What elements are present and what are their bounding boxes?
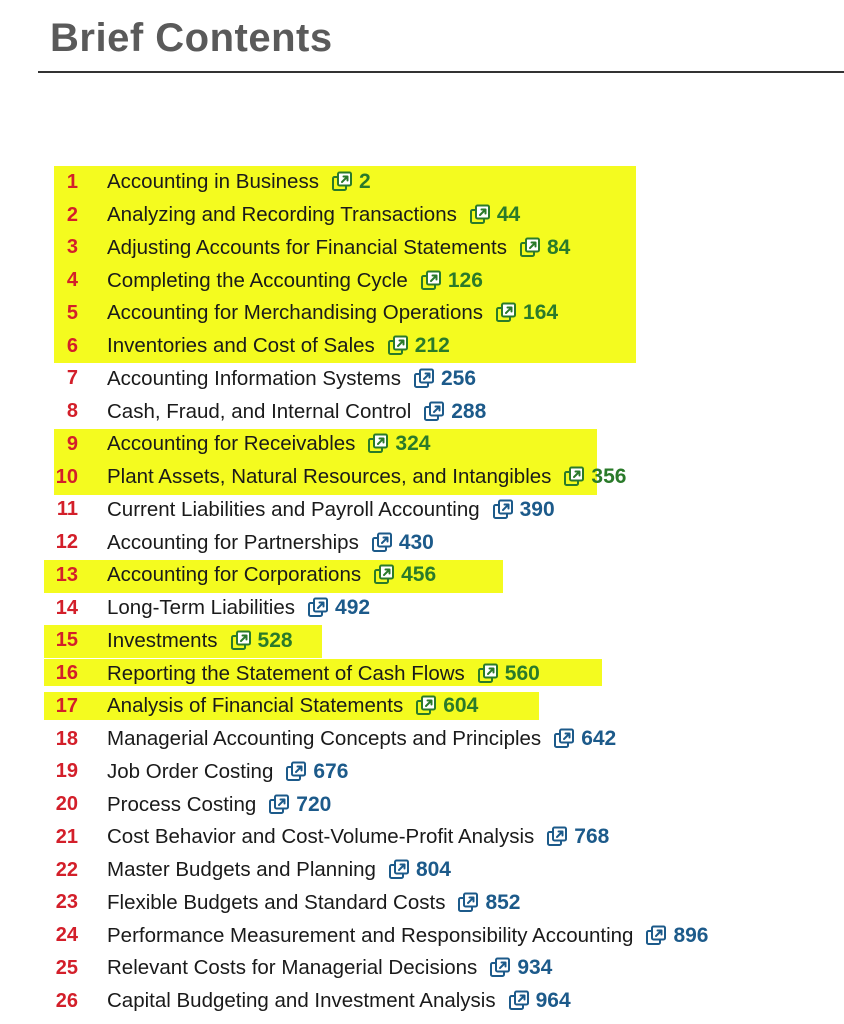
chapter-entry — [107, 985, 571, 1018]
toc-row — [0, 494, 844, 527]
external-link-icon[interactable] — [477, 663, 499, 685]
chapter-number: 15 — [55, 629, 78, 652]
chapter-title: Accounting for Corporations — [107, 563, 362, 587]
external-link-icon[interactable] — [413, 368, 435, 390]
page-link[interactable]: 456 — [401, 563, 437, 587]
chapter-entry — [107, 395, 486, 428]
external-link-icon[interactable] — [489, 957, 511, 979]
chapter-number: 4 — [66, 269, 78, 292]
page-link[interactable]: 492 — [335, 596, 371, 620]
page-link[interactable]: 676 — [313, 759, 349, 783]
external-link-icon[interactable] — [268, 794, 290, 816]
toc-row — [0, 330, 844, 363]
external-link-icon[interactable] — [492, 499, 514, 521]
chapter-title: Accounting for Receivables — [107, 432, 356, 456]
chapter-entry — [107, 461, 626, 494]
toc-row — [0, 264, 844, 297]
chapter-title: Accounting Information Systems — [107, 366, 401, 390]
chapter-number: 25 — [55, 956, 78, 979]
chapter-title: Performance Measurement and Responsibility Accounting — [107, 923, 634, 947]
chapter-title: Investments — [107, 628, 218, 652]
chapter-number: 6 — [66, 334, 78, 357]
chapter-title: Capital Budgeting and Investment Analysis — [107, 989, 496, 1013]
chapter-title: Master Budgets and Planning — [107, 858, 376, 882]
external-link-icon[interactable] — [367, 433, 389, 455]
page-link[interactable]: 642 — [581, 727, 617, 751]
chapter-title: Completing the Accounting Cycle — [107, 268, 408, 292]
external-link-icon[interactable] — [230, 630, 252, 652]
toc-row — [0, 919, 844, 952]
toc-row — [0, 625, 844, 658]
toc-row — [0, 854, 844, 887]
toc-row — [0, 199, 844, 232]
chapter-title: Analyzing and Recording Transactions — [107, 203, 457, 227]
chapter-number: 23 — [55, 891, 78, 914]
page-link[interactable]: 212 — [414, 334, 450, 358]
chapter-title: Process Costing — [107, 792, 257, 816]
chapter-title: Accounting in Business — [107, 170, 319, 194]
chapter-entry — [107, 494, 555, 527]
external-link-icon[interactable] — [387, 335, 409, 357]
external-link-icon[interactable] — [285, 761, 307, 783]
chapter-entry — [107, 428, 430, 461]
chapter-entry — [107, 690, 478, 723]
toc-row — [0, 952, 844, 985]
external-link-icon[interactable] — [563, 466, 585, 488]
chapter-title: Cash, Fraud, and Internal Control — [107, 399, 412, 423]
chapter-entry — [107, 854, 451, 887]
chapter-entry — [107, 723, 616, 756]
chapter-number: 5 — [66, 301, 78, 324]
toc-row — [0, 690, 844, 723]
page-link[interactable]: 324 — [395, 432, 431, 456]
chapter-number: 13 — [55, 563, 78, 586]
chapter-entry — [107, 199, 520, 232]
chapter-number: 7 — [66, 367, 78, 390]
page-link[interactable]: 804 — [415, 858, 451, 882]
chapter-number: 18 — [55, 727, 78, 750]
page-link[interactable]: 356 — [591, 465, 627, 489]
page-link[interactable]: 964 — [535, 989, 571, 1013]
chapter-number: 20 — [55, 793, 78, 816]
toc-row — [0, 756, 844, 789]
external-link-icon[interactable] — [457, 892, 479, 914]
chapter-number: 11 — [56, 498, 78, 521]
chapter-entry — [107, 297, 558, 330]
external-link-icon[interactable] — [420, 270, 442, 292]
chapter-number: 17 — [55, 694, 78, 717]
external-link-icon[interactable] — [508, 990, 530, 1012]
chapter-entry — [107, 232, 570, 265]
toc-row — [0, 657, 844, 690]
chapter-number: 14 — [55, 596, 78, 619]
toc-row — [0, 887, 844, 920]
toc-row — [0, 461, 844, 494]
toc-row — [0, 526, 844, 559]
chapter-entry — [107, 756, 348, 789]
chapter-number: 8 — [66, 400, 78, 423]
chapter-number: 10 — [55, 465, 78, 488]
chapter-entry — [107, 788, 331, 821]
chapter-entry — [107, 264, 483, 297]
chapter-title: Accounting for Partnerships — [107, 530, 359, 554]
external-link-icon[interactable] — [553, 728, 575, 750]
chapter-entry — [107, 887, 521, 920]
page-link[interactable]: 164 — [523, 301, 559, 325]
external-link-icon[interactable] — [645, 925, 667, 947]
toc-row — [0, 297, 844, 330]
chapter-title: Plant Assets, Natural Resources, and Intangibles — [107, 465, 552, 489]
chapter-number: 22 — [55, 858, 78, 881]
toc-row — [0, 363, 844, 396]
external-link-icon[interactable] — [495, 302, 517, 324]
page-link[interactable]: 934 — [517, 956, 553, 980]
page-link[interactable]: 528 — [257, 628, 293, 652]
chapter-title: Current Liabilities and Payroll Accounting — [107, 497, 480, 521]
chapter-entry — [107, 559, 436, 592]
chapter-entry — [107, 330, 450, 363]
page-link[interactable]: 44 — [496, 203, 521, 227]
external-link-icon[interactable] — [415, 695, 437, 717]
chapter-number: 26 — [55, 989, 78, 1012]
chapter-number: 3 — [66, 236, 78, 259]
page-link[interactable]: 126 — [447, 268, 483, 292]
external-link-icon[interactable] — [469, 204, 491, 226]
toc-row — [0, 428, 844, 461]
page-link[interactable]: 720 — [296, 792, 332, 816]
title-divider — [38, 71, 844, 73]
toc-row — [0, 592, 844, 625]
chapter-entry — [107, 821, 609, 854]
page-title: Brief Contents — [50, 16, 333, 60]
chapter-title: Adjusting Accounts for Financial Statements — [107, 235, 507, 259]
external-link-icon[interactable] — [423, 401, 445, 423]
page-link[interactable]: 288 — [451, 399, 487, 423]
chapter-title: Reporting the Statement of Cash Flows — [107, 661, 465, 685]
external-link-icon[interactable] — [519, 237, 541, 259]
toc-row — [0, 723, 844, 756]
toc-row — [0, 559, 844, 592]
chapter-title: Long-Term Liabilities — [107, 596, 296, 620]
chapter-entry — [107, 592, 370, 625]
chapter-title: Flexible Budgets and Standard Costs — [107, 890, 446, 914]
page-link[interactable]: 852 — [485, 890, 521, 914]
chapter-entry — [107, 363, 476, 396]
chapter-title: Managerial Accounting Concepts and Principles — [107, 727, 542, 751]
toc-row — [0, 985, 844, 1018]
external-link-icon[interactable] — [307, 597, 329, 619]
chapter-title: Cost Behavior and Cost-Volume-Profit Analysis — [107, 825, 535, 849]
chapter-title: Analysis of Financial Statements — [107, 694, 404, 718]
toc-row — [0, 788, 844, 821]
toc-row — [0, 166, 844, 199]
external-link-icon[interactable] — [371, 532, 393, 554]
page-link[interactable]: 560 — [504, 661, 540, 685]
chapter-number: 24 — [55, 924, 78, 947]
toc-row — [0, 395, 844, 428]
chapter-number: 16 — [55, 662, 78, 685]
table-of-contents — [0, 166, 844, 1018]
chapter-number: 19 — [55, 760, 78, 783]
chapter-entry — [107, 526, 434, 559]
chapter-title: Inventories and Cost of Sales — [107, 334, 375, 358]
chapter-entry — [107, 919, 709, 952]
chapter-entry — [107, 166, 371, 199]
chapter-number: 1 — [66, 170, 78, 193]
page-link[interactable]: 604 — [443, 694, 479, 718]
external-link-icon[interactable] — [331, 171, 353, 193]
page-link[interactable]: 84 — [546, 235, 571, 259]
chapter-number: 2 — [66, 203, 78, 226]
chapter-entry — [107, 657, 540, 690]
chapter-number: 21 — [55, 825, 78, 848]
chapter-number: 12 — [55, 531, 78, 554]
page-link[interactable]: 768 — [574, 825, 610, 849]
chapter-entry — [107, 625, 293, 658]
external-link-icon[interactable] — [388, 859, 410, 881]
page-link[interactable]: 2 — [358, 170, 371, 194]
page-link[interactable]: 256 — [440, 366, 477, 390]
toc-row — [0, 821, 844, 854]
external-link-icon[interactable] — [373, 564, 395, 586]
page-link[interactable]: 430 — [398, 530, 434, 554]
chapter-title: Job Order Costing — [107, 759, 274, 783]
chapter-number: 9 — [66, 432, 78, 455]
external-link-icon[interactable] — [546, 826, 568, 848]
chapter-title: Relevant Costs for Managerial Decisions — [107, 956, 478, 980]
page-link[interactable]: 390 — [519, 497, 555, 521]
page-link[interactable]: 896 — [673, 923, 709, 947]
toc-row — [0, 232, 844, 265]
chapter-entry — [107, 952, 552, 985]
chapter-title: Accounting for Merchandising Operations — [107, 301, 484, 325]
